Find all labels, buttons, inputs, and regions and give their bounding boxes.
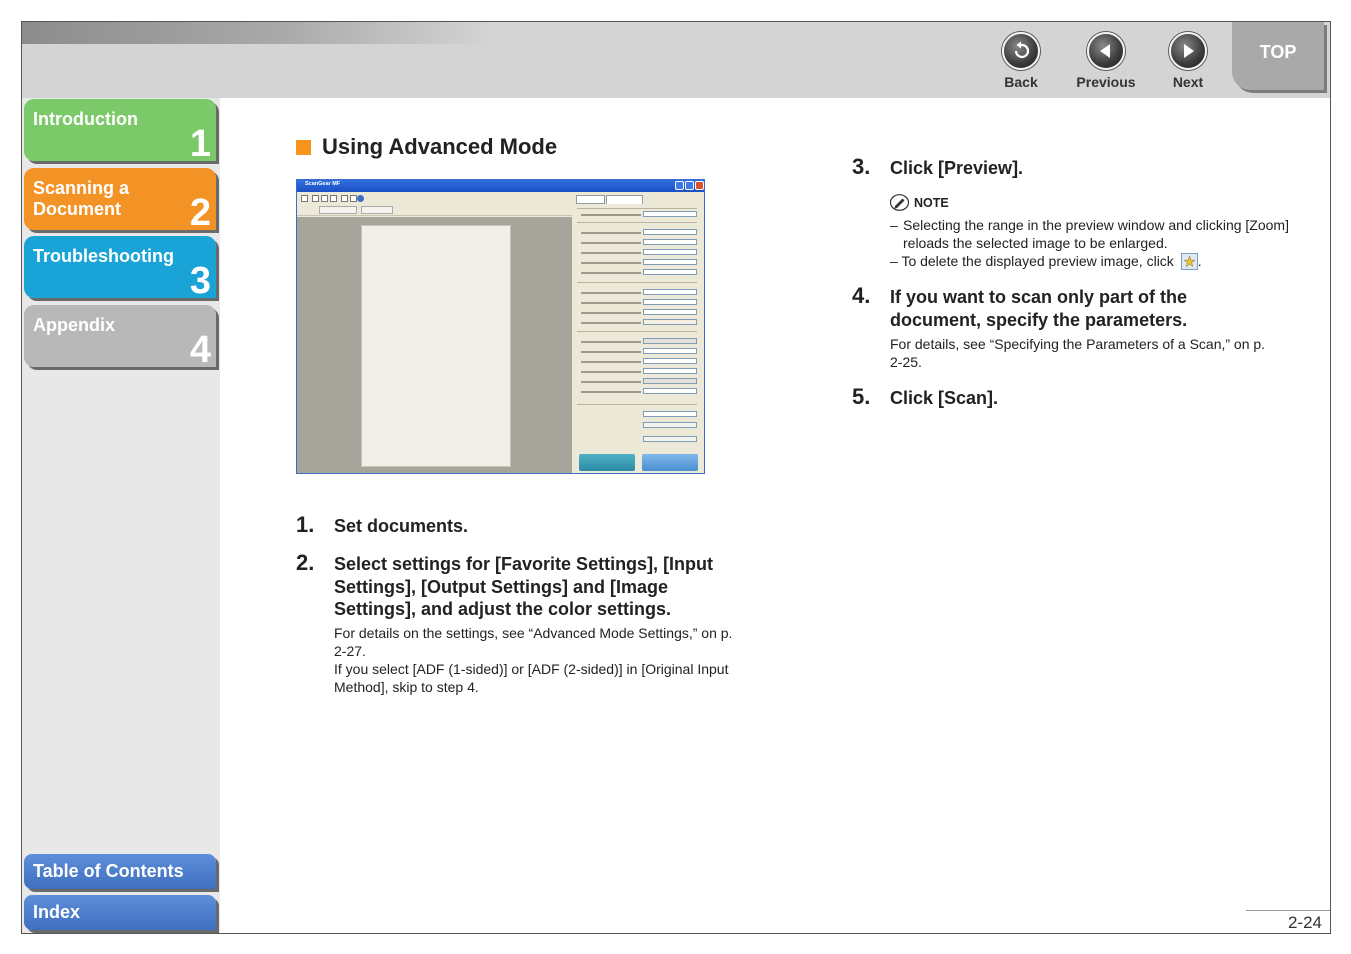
toolbar-icon (301, 195, 308, 202)
panel-field (643, 411, 697, 417)
header-gradient (22, 22, 492, 44)
panel-field (643, 239, 697, 245)
chapter-label: Appendix (33, 315, 116, 335)
back-button[interactable] (986, 32, 1056, 90)
note-heading (890, 194, 949, 211)
header-bar (22, 22, 1331, 98)
scangear-screenshot (296, 179, 705, 474)
sidebar-item-introduction[interactable] (24, 99, 216, 165)
panel-row (581, 312, 641, 314)
step-number: 1. (296, 512, 315, 537)
panel-button (643, 422, 697, 428)
maximize-icon (685, 181, 694, 190)
panel-field (643, 368, 697, 374)
panel-row (581, 381, 641, 383)
section-title: Using Advanced Mode (322, 134, 558, 159)
step-detail: For details, see “Specifying the Parameters of a Scan,” on p. 2-25. (890, 336, 1266, 370)
table-of-contents-button[interactable] (24, 854, 216, 889)
table-of-contents-label: Table of Contents (33, 861, 184, 881)
toolbar-icon (341, 195, 348, 202)
panel-field (643, 319, 697, 325)
pencil-icon (890, 194, 909, 211)
dash-bullet: – (890, 217, 898, 233)
step-text: Set documents. (334, 516, 469, 536)
toolbar-icon (312, 195, 319, 202)
index-button[interactable] (24, 895, 216, 930)
chapter-number: 1 (189, 123, 211, 165)
sidebar-item-appendix[interactable] (24, 305, 216, 371)
page-number: 2-24 (1287, 913, 1322, 932)
screenshot-scan-button (642, 454, 698, 471)
top-button[interactable] (1232, 22, 1324, 90)
note-item-text: To delete the displayed preview image, click (901, 253, 1174, 269)
note-label: NOTE (914, 195, 949, 210)
screenshot-tab-simple (576, 195, 605, 204)
panel-field (643, 211, 697, 217)
page-frame (21, 21, 1331, 934)
panel-button (643, 436, 697, 442)
next-button[interactable] (1153, 32, 1223, 90)
previous-icon (1087, 32, 1125, 70)
panel-field (643, 309, 697, 315)
panel-field (643, 289, 697, 295)
screenshot-preview-area (297, 217, 572, 473)
screenshot-preview-button (579, 454, 635, 471)
next-label: Next (1172, 74, 1204, 90)
panel-row (581, 302, 641, 304)
step-number: 4. (852, 283, 871, 308)
panel-field (643, 338, 697, 344)
step-detail: If you select [ADF (1-sided)] or [ADF (2-sided)] in [Original Input Method], skip to step 4. (334, 661, 729, 695)
panel-field (643, 269, 697, 275)
panel-divider (577, 404, 697, 405)
sidebar-item-troubleshooting[interactable] (24, 236, 216, 302)
close-icon (695, 181, 704, 190)
toolbar-button (319, 206, 357, 214)
panel-row (581, 214, 641, 216)
step-text: Click [Scan]. (890, 388, 999, 408)
dash-bullet: – (890, 253, 902, 269)
step-text: If you want to scan only part of the document, specify the parameters. (890, 287, 1188, 330)
screenshot-preview-page (361, 225, 511, 467)
toolbar-icon (350, 195, 357, 202)
panel-field (643, 259, 697, 265)
back-label: Back (1004, 74, 1038, 90)
panel-divider (577, 208, 697, 209)
panel-divider (577, 331, 697, 332)
toolbar-icon (330, 195, 337, 202)
chapter-label: Introduction (33, 109, 138, 129)
main-content (220, 98, 1331, 934)
panel-row (581, 232, 641, 234)
panel-row (581, 391, 641, 393)
panel-divider (577, 282, 697, 283)
minimize-icon (675, 181, 684, 190)
step-text: Select settings for [Favorite Settings], [Input Settings], [Output Settings] and [Image Settings], and adjust the color settings. (334, 554, 714, 619)
delete-preview-icon (1181, 253, 1198, 270)
step-detail: For details on the settings, see “Advanced Mode Settings,” on p. 2-27. (334, 625, 733, 659)
panel-row (581, 341, 641, 343)
chapter-number: 3 (189, 260, 211, 302)
screenshot-window-title: ScanGear MF (305, 181, 341, 187)
note-item-2: – To delete the displayed preview image, click . (890, 253, 1202, 269)
panel-field (643, 388, 697, 394)
chapter-label: Troubleshooting (33, 246, 174, 266)
note-item-1 (890, 216, 1310, 252)
toolbar-button (361, 206, 393, 214)
next-icon (1169, 32, 1207, 70)
panel-row (581, 272, 641, 274)
panel-row (581, 351, 641, 353)
screenshot-title-bar (297, 180, 704, 192)
panel-row (581, 371, 641, 373)
section-heading (296, 134, 557, 160)
panel-row (581, 262, 641, 264)
toolbar-icon (321, 195, 328, 202)
chapter-label: Scanning a Document (33, 178, 130, 219)
panel-row (581, 252, 641, 254)
screenshot-settings-panel (573, 192, 704, 473)
page-number-rule (1246, 910, 1331, 911)
step-number: 2. (296, 550, 315, 575)
orange-square-icon (296, 140, 311, 155)
info-icon (357, 195, 364, 202)
step-number: 5. (852, 384, 871, 409)
previous-button[interactable] (1071, 32, 1141, 90)
screenshot-tab-advanced (606, 195, 643, 204)
panel-field (643, 229, 697, 235)
back-icon (1002, 32, 1040, 70)
sidebar-item-scanning-a-document[interactable] (24, 168, 216, 234)
top-label: TOP (1259, 42, 1297, 62)
note-item-text: Selecting the range in the preview window and clicking [Zoom] reloads the selected image to be enlarged. (903, 217, 1289, 251)
panel-row (581, 292, 641, 294)
panel-row (581, 361, 641, 363)
step-text: Click [Preview]. (890, 158, 1024, 178)
panel-field (643, 249, 697, 255)
chapter-number: 2 (189, 192, 211, 234)
step-number: 3. (852, 154, 871, 179)
sidebar (22, 98, 220, 934)
chapter-number: 4 (189, 329, 211, 371)
panel-field (643, 348, 697, 354)
panel-field (643, 378, 697, 384)
panel-field (643, 358, 697, 364)
screenshot-toolbar (297, 192, 572, 216)
panel-field (643, 299, 697, 305)
previous-label: Previous (1076, 74, 1136, 90)
panel-row (581, 322, 641, 324)
panel-divider (577, 222, 697, 223)
panel-row (581, 242, 641, 244)
index-label: Index (33, 902, 81, 922)
